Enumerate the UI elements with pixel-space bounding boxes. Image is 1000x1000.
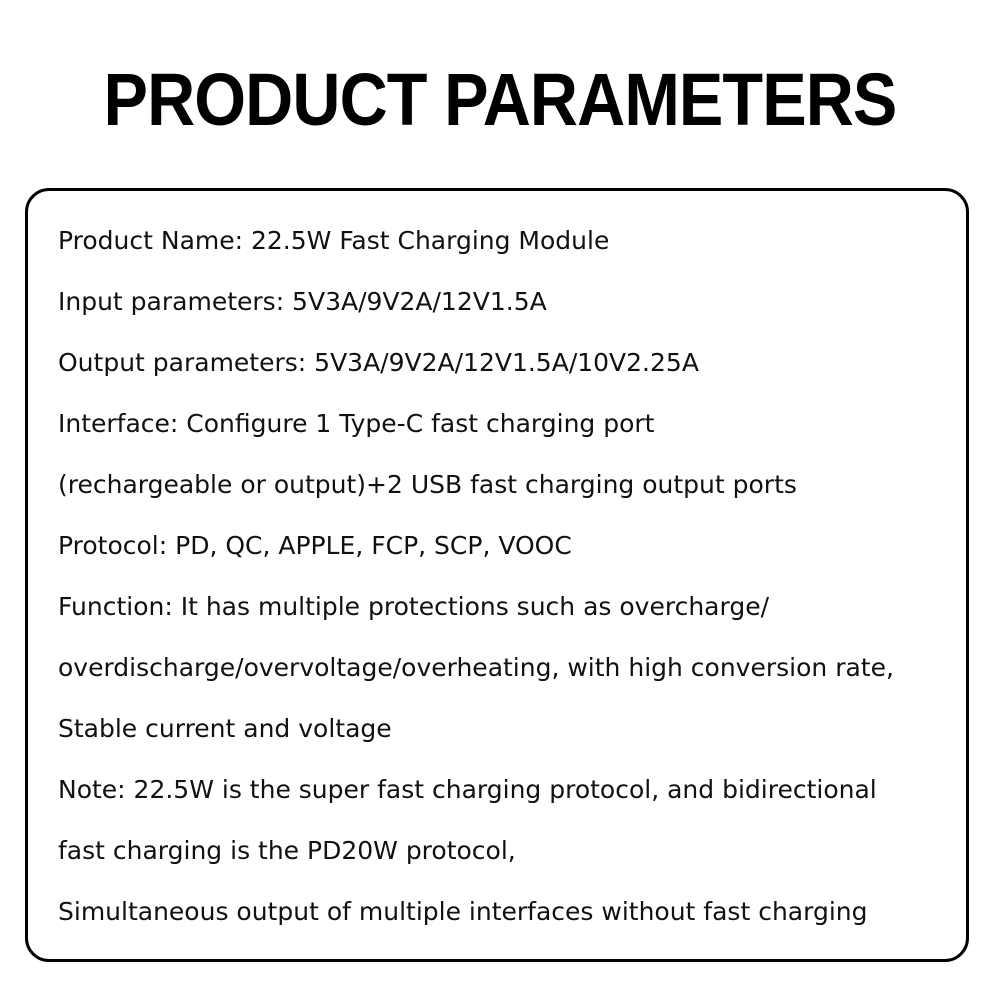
parameter-line-note: Note: 22.5W is the super fast charging protocol, and bidirectional [58, 775, 877, 804]
page-title: PRODUCT PARAMETERS [103, 58, 897, 141]
parameter-line-function-continued: overdischarge/overvoltage/overheating, with high conversion rate, [58, 653, 894, 682]
parameter-line-input: Input parameters: 5V3A/9V2A/12V1.5A [58, 287, 547, 316]
parameter-line-protocol: Protocol: PD, QC, APPLE, FCP, SCP, VOOC [58, 531, 572, 560]
parameter-line-note-end: Simultaneous output of multiple interfaces without fast charging [58, 897, 868, 926]
parameter-line-product-name: Product Name: 22.5W Fast Charging Module [58, 226, 610, 255]
parameter-line-function-end: Stable current and voltage [58, 714, 392, 743]
parameter-line-interface-continued: (rechargeable or output)+2 USB fast charging output ports [58, 470, 797, 499]
parameter-line-function: Function: It has multiple protections such as overcharge/ [58, 592, 769, 621]
parameter-line-output: Output parameters: 5V3A/9V2A/12V1.5A/10V2.25A [58, 348, 699, 377]
parameter-line-interface: Interface: Configure 1 Type-C fast charging port [58, 409, 655, 438]
parameter-line-note-continued: fast charging is the PD20W protocol, [58, 836, 516, 865]
parameters-list [58, 210, 958, 942]
